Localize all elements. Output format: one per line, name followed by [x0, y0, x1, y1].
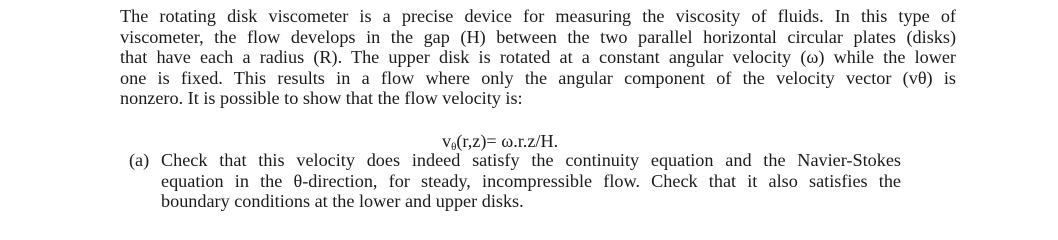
statement-line-3: that have each a radius (R). The upper disk is rotated at a constant angular velocity (ω) while the lower	[120, 47, 956, 67]
statement-line-5: nonzero. It is possible to show that the flow velocity is:	[120, 88, 523, 108]
part-a-line-3: boundary conditions at the lower and upper disks.	[161, 191, 524, 211]
problem-statement	[120, 6, 956, 109]
part-a-text	[161, 150, 901, 212]
part-a-line-1: Check that this velocity does indeed satisfy the continuity equation and the Navier-Stokes	[161, 150, 901, 170]
statement-line-1: The rotating disk viscometer is a precise device for measuring the viscosity of fluids. In this type of	[120, 6, 956, 26]
equation-rhs: (r,z)= ω.r.z/H.	[456, 131, 559, 151]
statement-line-4: one is fixed. This results in a flow where only the angular component of the velocity vector (vθ) is	[120, 67, 956, 88]
statement-line-2: viscometer, the flow develops in the gap (H) between the two parallel horizontal circular plates (disks)	[120, 26, 956, 47]
equation-subscript: θ	[451, 141, 457, 153]
equation-symbol: v	[442, 131, 452, 151]
part-a-label: (a)	[129, 150, 150, 170]
part-a-line-2: equation in the θ-direction, for steady, incompressible flow. Check that it also satisfies the	[161, 170, 901, 191]
